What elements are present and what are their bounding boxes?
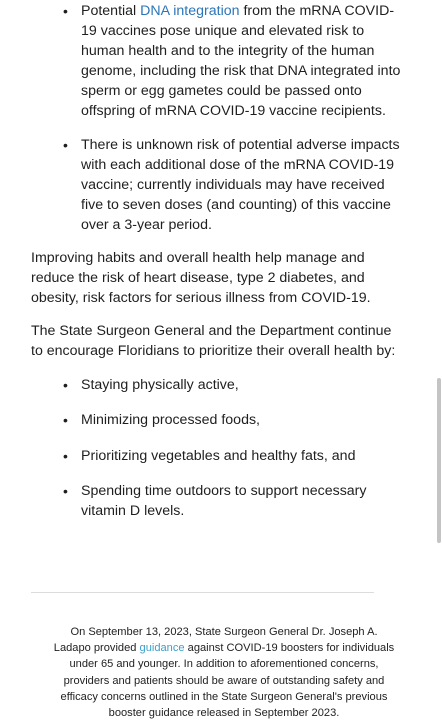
concern-line: offspring of mRNA COVID-19 vaccine recipients. (81, 102, 386, 119)
footnote-line: under 65 and younger. In addition to aforementioned concerns, (69, 658, 379, 671)
bullet-dot: • (63, 3, 68, 19)
health-item (63, 482, 431, 522)
health-item (63, 447, 431, 467)
paragraph-line: obesity, risk factors for serious illness from COVID-19. (31, 289, 371, 306)
health-item-text: vitamin D levels. (81, 502, 185, 519)
concern-line: sperm or egg gametes could be passed onto (81, 82, 362, 99)
health-item-text: Staying physically active, (81, 377, 239, 393)
footnote-line: booster guidance released in September 2023. (108, 707, 340, 720)
paragraph-line: Improving habits and overall health help manage and (31, 250, 365, 266)
guidance-link[interactable]: guidance (139, 642, 185, 655)
footnote (26, 624, 422, 721)
concern-line: There is unknown risk of potential adverse impacts (81, 137, 400, 153)
health-item (63, 411, 431, 431)
concern-line: over a 3-year period. (81, 216, 212, 233)
footnote-line: efficacy concerns outlined in the State Surgeon General's previous (60, 690, 388, 703)
scrollbar-thumb[interactable] (437, 378, 441, 543)
bullet-dot: • (63, 448, 68, 464)
concern-line: human health and to the integrity of the human (81, 42, 375, 59)
concern-additional-doses (63, 136, 431, 236)
paragraph-line: The State Surgeon General and the Department continue (31, 323, 392, 339)
bullet-dot: • (63, 377, 68, 393)
concern-dna-integration (63, 2, 431, 121)
health-item-text: Prioritizing vegetables and healthy fats, and (81, 448, 356, 464)
footnote-line: On September 13, 2023, State Surgeon General Dr. Joseph A. (70, 626, 378, 638)
concern-line: with each additional dose of the mRNA COVID-19 (81, 156, 395, 173)
bullet-dot: • (63, 137, 68, 153)
paragraph-line: to encourage Floridians to prioritize their overall health by: (31, 342, 396, 359)
footnote-line: providers and patients should be aware of outstanding safety and (63, 674, 385, 687)
footnote-text: against COVID-19 boosters for individuals (184, 642, 395, 655)
concern-line: five to seven doses (and counting) of this vaccine (81, 196, 391, 213)
concern-text: from the mRNA COVID- (239, 3, 395, 19)
concern-line: 19 vaccines pose unique and elevated risk to (81, 22, 365, 39)
health-item-text: Minimizing processed foods, (81, 412, 260, 428)
footnote-line (26, 640, 422, 656)
bullet-dot: • (63, 483, 68, 499)
encourage-paragraph (31, 322, 431, 362)
bullet-dot: • (63, 412, 68, 428)
concern-line (81, 2, 431, 22)
paragraph-line: reduce the risk of heart disease, type 2 diabetes, and (31, 269, 365, 286)
concern-prefix: Potential (81, 3, 141, 19)
section-divider (31, 592, 374, 593)
health-item-text: Spending time outdoors to support necessary (81, 483, 367, 499)
dna-integration-link[interactable]: DNA integration (140, 3, 240, 19)
concern-line: genome, including the risk that DNA integrated into (81, 62, 401, 79)
habits-paragraph (31, 249, 431, 309)
concern-line: vaccine; currently individuals may have received (81, 176, 385, 193)
health-item (63, 376, 431, 396)
footnote-text: Ladapo provided (53, 642, 140, 655)
